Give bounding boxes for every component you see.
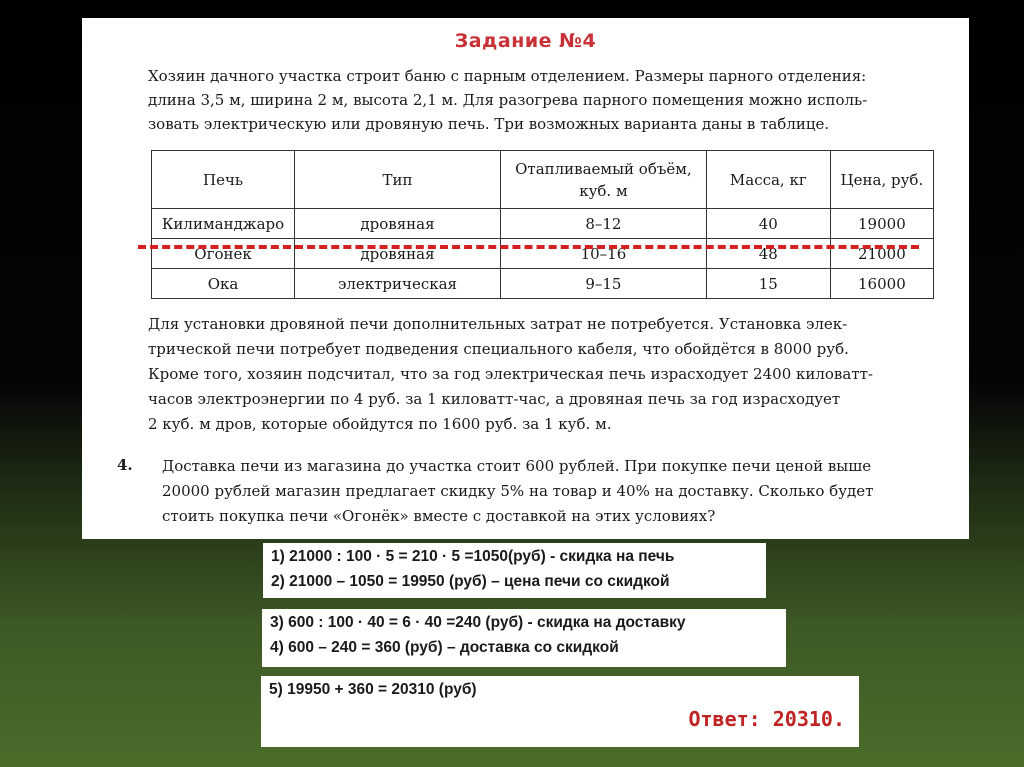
question-line: 20000 рублей магазин предлагает скидку 5% на товар и 40% на доставку. Сколько будет [162, 482, 874, 500]
intro-line: длина 3,5 м, ширина 2 м, высота 2,1 м. Для разогрева парного помещения можно исполь- [148, 91, 868, 109]
header-stove: Печь [152, 151, 295, 209]
table-cell: 10–16 [500, 239, 706, 269]
stoves-table [151, 150, 934, 299]
question-paragraph [162, 454, 952, 529]
conditions-line: Кроме того, хозяин подсчитал, что за год электрическая печь израсходует 2400 киловатт- [148, 365, 873, 383]
table-header-row [152, 151, 934, 209]
conditions-line: часов электроэнергии по 4 руб. за 1 киловатт-час, а дровяная печь за год израсходует [148, 390, 841, 408]
question-line: Доставка печи из магазина до участка стоит 600 рублей. При покупке печи ценой выше [162, 457, 872, 475]
header-volume: Отапливаемый объём, куб. м [500, 151, 706, 209]
conditions-paragraph [148, 312, 948, 437]
table-cell: 9–15 [500, 269, 706, 299]
solution-box-total [261, 676, 859, 747]
solution-step-3: 3) 600 : 100 · 40 = 6 · 40 =240 (руб) - скидка на доставку [270, 614, 686, 631]
table-cell: Килиманджаро [152, 209, 295, 239]
solution-box-delivery [262, 609, 786, 667]
solution-step-2: 2) 21000 – 1050 = 19950 (руб) – цена печи со скидкой [271, 573, 670, 590]
table-cell: Ока [152, 269, 295, 299]
intro-line: зовать электрическую или дровяную печь. Три возможных варианта даны в таблице. [148, 115, 830, 133]
table-cell: 19000 [830, 209, 933, 239]
header-price: Цена, руб. [830, 151, 933, 209]
question-line: стоить покупка печи «Огонёк» вместе с доставкой на этих условиях? [162, 507, 716, 525]
task-title: Задание №4 [454, 30, 597, 52]
table-cell: 15 [706, 269, 830, 299]
solution-step-4: 4) 600 – 240 = 360 (руб) – доставка со скидкой [270, 639, 619, 656]
table-cell: дровяная [295, 209, 501, 239]
table-cell: 40 [706, 209, 830, 239]
header-type: Тип [295, 151, 501, 209]
question-number: 4. [117, 456, 133, 474]
table-cell: электрическая [295, 269, 501, 299]
table-row [152, 239, 934, 269]
table-cell: Огонёк [152, 239, 295, 269]
task-document [82, 18, 969, 539]
table-cell: 16000 [830, 269, 933, 299]
table-row [152, 209, 934, 239]
header-mass: Масса, кг [706, 151, 830, 209]
highlight-dashed-line [138, 245, 919, 249]
solution-step-1: 1) 21000 : 100 · 5 = 210 · 5 =1050(руб) - скидка на печь [271, 548, 675, 565]
intro-paragraph [148, 64, 948, 136]
conditions-line: 2 куб. м дров, которые обойдутся по 1600 руб. за 1 куб. м. [148, 415, 612, 433]
table-row [152, 269, 934, 299]
solution-step-5: 5) 19950 + 360 = 20310 (руб) [269, 681, 477, 698]
answer-text: Ответ: 20310. [688, 707, 845, 731]
table-cell: дровяная [295, 239, 501, 269]
intro-line: Хозяин дачного участка строит баню с парным отделением. Размеры парного отделения: [148, 67, 867, 85]
table-cell: 48 [706, 239, 830, 269]
conditions-line: трической печи потребует подведения специального кабеля, что обойдётся в 8000 руб. [148, 340, 849, 358]
table-cell: 8–12 [500, 209, 706, 239]
solution-box-stove [263, 543, 766, 598]
table-cell: 21000 [830, 239, 933, 269]
conditions-line: Для установки дровяной печи дополнительных затрат не потребуется. Установка элек- [148, 315, 848, 333]
